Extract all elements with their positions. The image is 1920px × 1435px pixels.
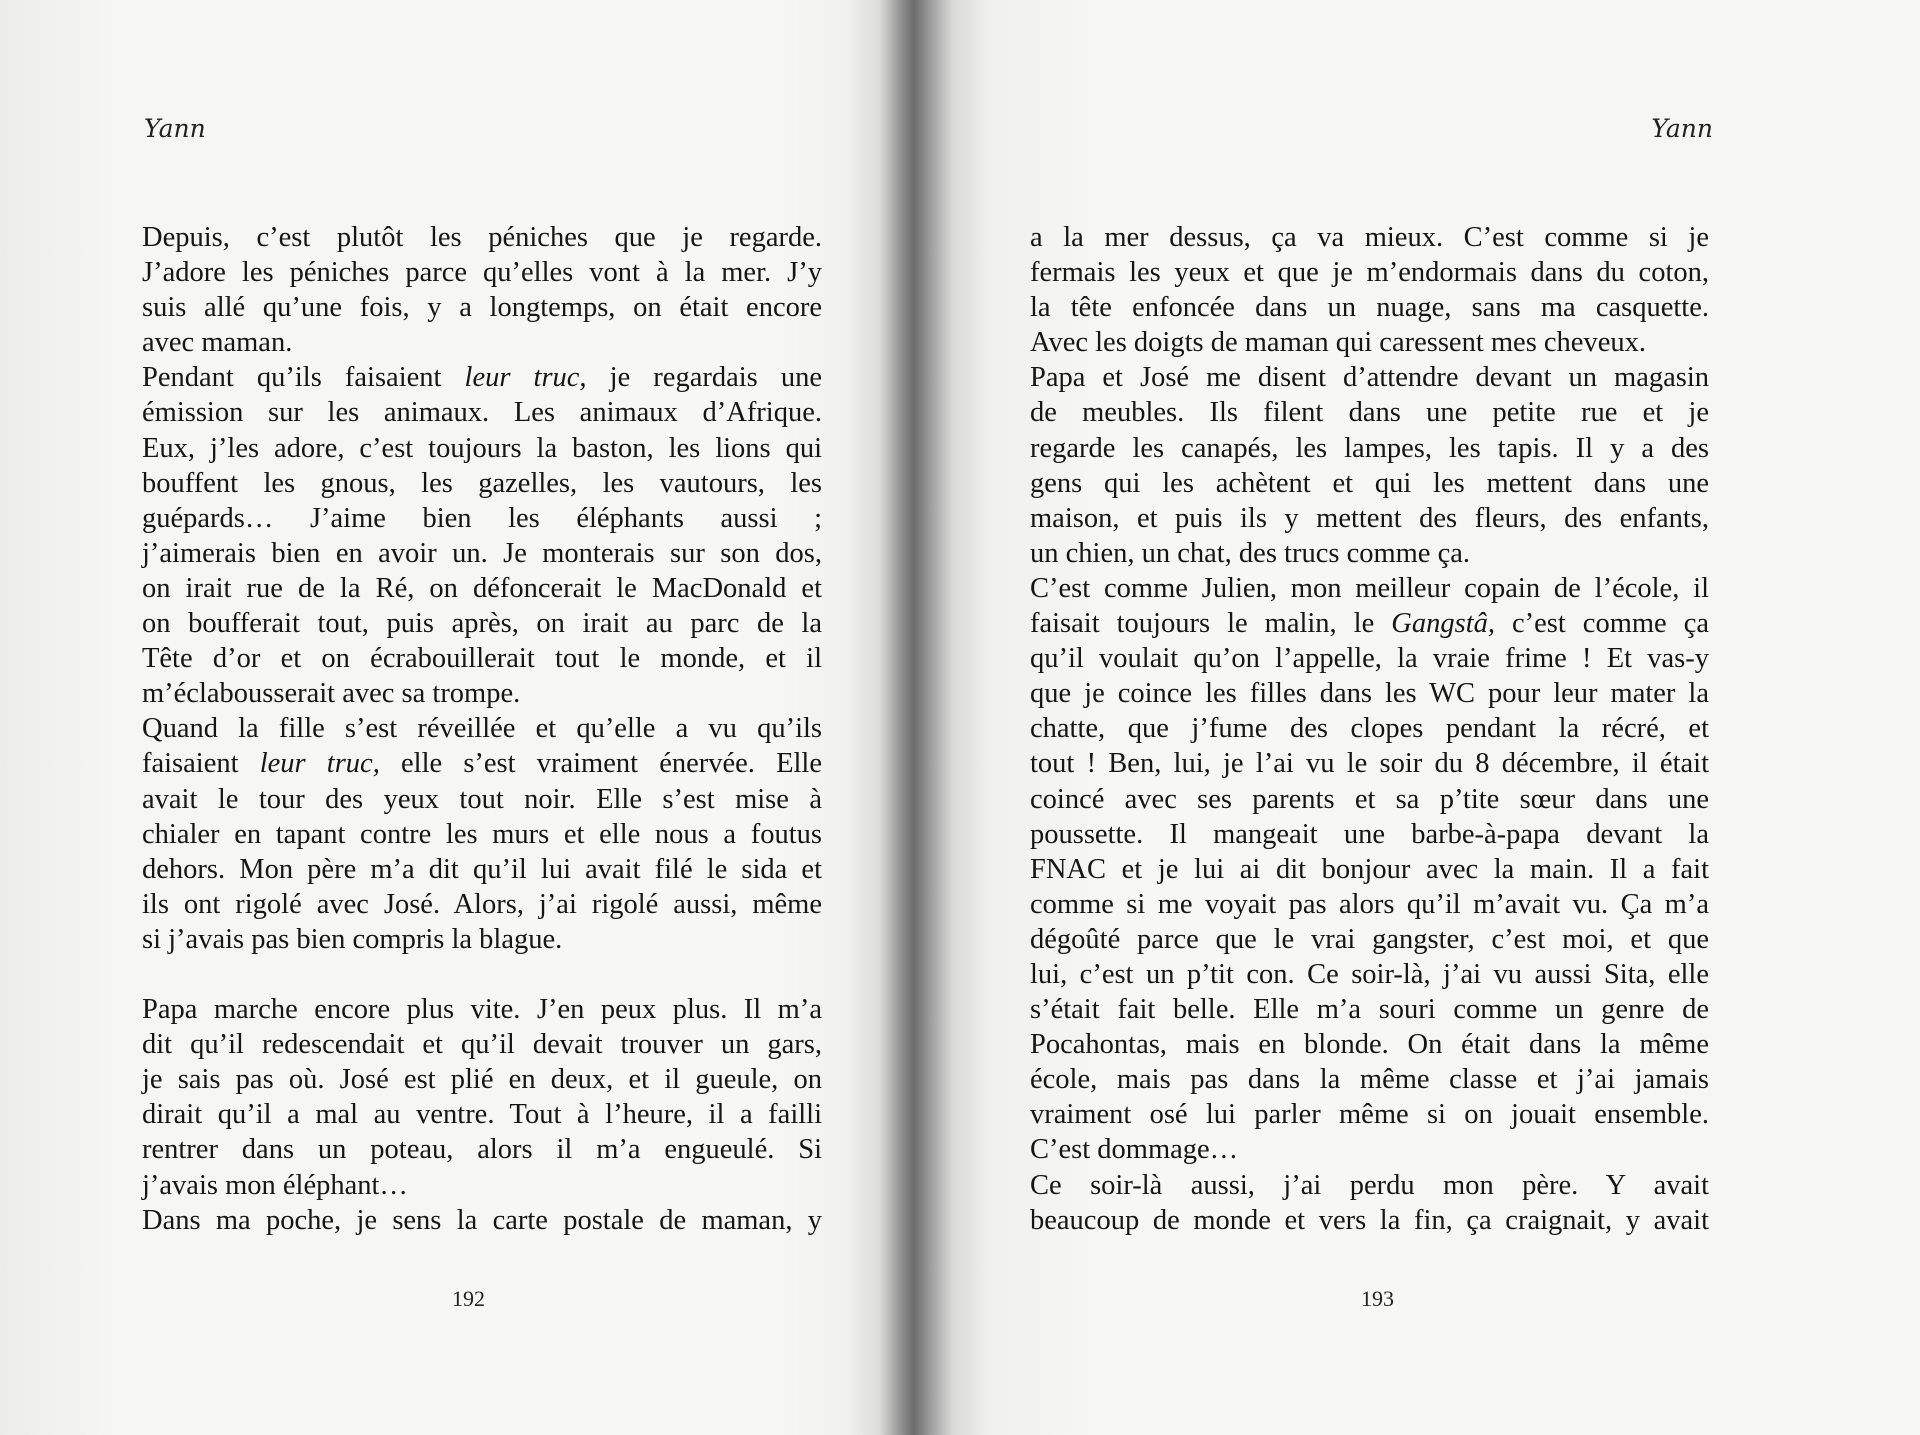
left-page-number: 192 bbox=[452, 1286, 485, 1311]
text-line: bouffent les gnous, les gazelles, les vautours, les bbox=[142, 467, 822, 499]
text-line: Papa et José me disent d’attendre devant un magasin bbox=[1030, 362, 1709, 394]
text-line: J’adore les péniches parce qu’elles vont à la mer. J’y bbox=[142, 257, 822, 289]
text-line: chatte, que j’fume des clopes pendant la récré, et bbox=[1030, 713, 1709, 745]
text-line: que je coince les filles dans les WC pour leur mater la bbox=[1030, 678, 1709, 710]
right-page-number: 193 bbox=[1361, 1286, 1394, 1311]
text-line: rentrer dans un poteau, alors il m’a engueulé. Si bbox=[142, 1134, 822, 1166]
text-line: coincé avec ses parents et sa p’tite sœur dans une bbox=[1030, 783, 1709, 815]
text-line: a la mer dessus, ça va mieux. C’est comme si je bbox=[1030, 222, 1709, 253]
text-line: regarde les canapés, les lampes, les tapis. Il y a des bbox=[1030, 432, 1709, 464]
text-line: s’était fait belle. Elle m’a souri comme un genre de bbox=[1030, 994, 1709, 1026]
text-line: Depuis, c’est plutôt les péniches que je regarde. bbox=[142, 222, 822, 253]
left-body-text bbox=[142, 220, 822, 1238]
text-line: lui, c’est un p’tit con. Ce soir-là, j’ai vu aussi Sita, elle bbox=[1030, 958, 1709, 990]
text-line: on boufferait tout, puis après, on irait au parc de la bbox=[142, 608, 822, 640]
text-line: émission sur les animaux. Les animaux d’Afrique. bbox=[142, 397, 822, 429]
text-line: C’est dommage… bbox=[1030, 1134, 1239, 1166]
text-line: dégoûté parce que le vrai gangster, c’est moi, et que bbox=[1030, 923, 1709, 955]
text-line: de meubles. Ils filent dans une petite rue et je bbox=[1030, 397, 1709, 429]
text-line: si j’avais pas bien compris la blague. bbox=[142, 923, 563, 955]
right-running-head: Yann bbox=[1651, 114, 1713, 143]
text-line: Dans ma poche, je sens la carte postale de maman, y bbox=[142, 1204, 822, 1236]
text-line: un chien, un chat, des trucs comme ça. bbox=[1030, 537, 1471, 569]
text-line: Pendant qu’ils faisaient leur truc, je regardais une bbox=[142, 362, 822, 394]
text-line: la tête enfoncée dans un nuage, sans ma casquette. bbox=[1030, 292, 1709, 324]
text-line: faisait toujours le malin, le Gangstâ, c’est comme ça bbox=[1030, 608, 1709, 640]
text-line: dirait qu’il a mal au ventre. Tout à l’heure, il a failli bbox=[142, 1099, 822, 1131]
text-line: qu’il voulait qu’on l’appelle, la vraie frime ! Et vas-y bbox=[1030, 643, 1709, 675]
text-line: ils ont rigolé avec José. Alors, j’ai rigolé aussi, même bbox=[142, 888, 822, 920]
right-page bbox=[990, 0, 1920, 1435]
text-line: fermais les yeux et que je m’endormais dans du coton, bbox=[1030, 257, 1709, 289]
text-line: avec maman. bbox=[142, 327, 293, 359]
text-line: poussette. Il mangeait une barbe-à-papa devant la bbox=[1030, 818, 1709, 850]
text-line: guépards… J’aime bien les éléphants aussi ; bbox=[142, 502, 822, 534]
text-line: dit qu’il redescendait et qu’il devait trouver un gars, bbox=[142, 1029, 822, 1061]
right-body-text bbox=[1030, 220, 1709, 1238]
text-line: j’avais mon éléphant… bbox=[142, 1169, 408, 1201]
text-line: j’aimerais bien en avoir un. Je monterais sur son dos, bbox=[142, 537, 822, 569]
text-line: école, mais pas dans la même classe et j’ai jamais bbox=[1030, 1064, 1709, 1096]
text-line: Pocahontas, mais en blonde. On était dans la même bbox=[1030, 1029, 1709, 1061]
text-line: tout ! Ben, lui, je l’ai vu le soir du 8 décembre, il était bbox=[1030, 748, 1709, 780]
text-line: Avec les doigts de maman qui caressent mes cheveux. bbox=[1030, 327, 1646, 359]
text-line: comme si me voyait pas alors qu’il m’avait vu. Ça m’a bbox=[1030, 888, 1709, 920]
text-line bbox=[142, 957, 822, 992]
text-line: avait le tour des yeux tout noir. Elle s’est mise à bbox=[142, 783, 822, 815]
text-line: maison, et puis ils y mettent des fleurs, des enfants, bbox=[1030, 502, 1709, 534]
text-line: Eux, j’les adore, c’est toujours la baston, les lions qui bbox=[142, 432, 822, 464]
left-running-head: Yann bbox=[144, 114, 206, 143]
left-page bbox=[0, 0, 930, 1435]
text-line: on irait rue de la Ré, on défoncerait le MacDonald et bbox=[142, 572, 822, 604]
text-line: chialer en tapant contre les murs et elle nous a foutus bbox=[142, 818, 822, 850]
text-line: Quand la fille s’est réveillée et qu’elle a vu qu’ils bbox=[142, 713, 822, 745]
italic-phrase: Gangstâ, bbox=[1391, 608, 1495, 640]
text-line: vraiment osé lui parler même si on jouait ensemble. bbox=[1030, 1099, 1709, 1131]
text-line: gens qui les achètent et qui les mettent dans une bbox=[1030, 467, 1709, 499]
italic-phrase: leur truc, bbox=[464, 362, 587, 394]
text-line: Ce soir-là aussi, j’ai perdu mon père. Y avait bbox=[1030, 1169, 1709, 1201]
text-line: C’est comme Julien, mon meilleur copain de l’école, il bbox=[1030, 572, 1709, 604]
text-line: Papa marche encore plus vite. J’en peux plus. Il m’a bbox=[142, 994, 822, 1026]
text-line: dehors. Mon père m’a dit qu’il lui avait filé le sida et bbox=[142, 853, 822, 885]
italic-phrase: leur truc, bbox=[259, 748, 380, 780]
text-line: beaucoup de monde et vers la fin, ça craignait, y avait bbox=[1030, 1204, 1709, 1236]
text-line: Tête d’or et on écrabouillerait tout le monde, et il bbox=[142, 643, 822, 675]
text-line: m’éclabousserait avec sa trompe. bbox=[142, 678, 521, 710]
text-line: je sais pas où. José est plié en deux, et il gueule, on bbox=[142, 1064, 822, 1096]
text-line: faisaient leur truc, elle s’est vraiment énervée. Elle bbox=[142, 748, 822, 780]
text-line: suis allé qu’une fois, y a longtemps, on était encore bbox=[142, 292, 822, 324]
text-line: FNAC et je lui ai dit bonjour avec la main. Il a fait bbox=[1030, 853, 1709, 885]
